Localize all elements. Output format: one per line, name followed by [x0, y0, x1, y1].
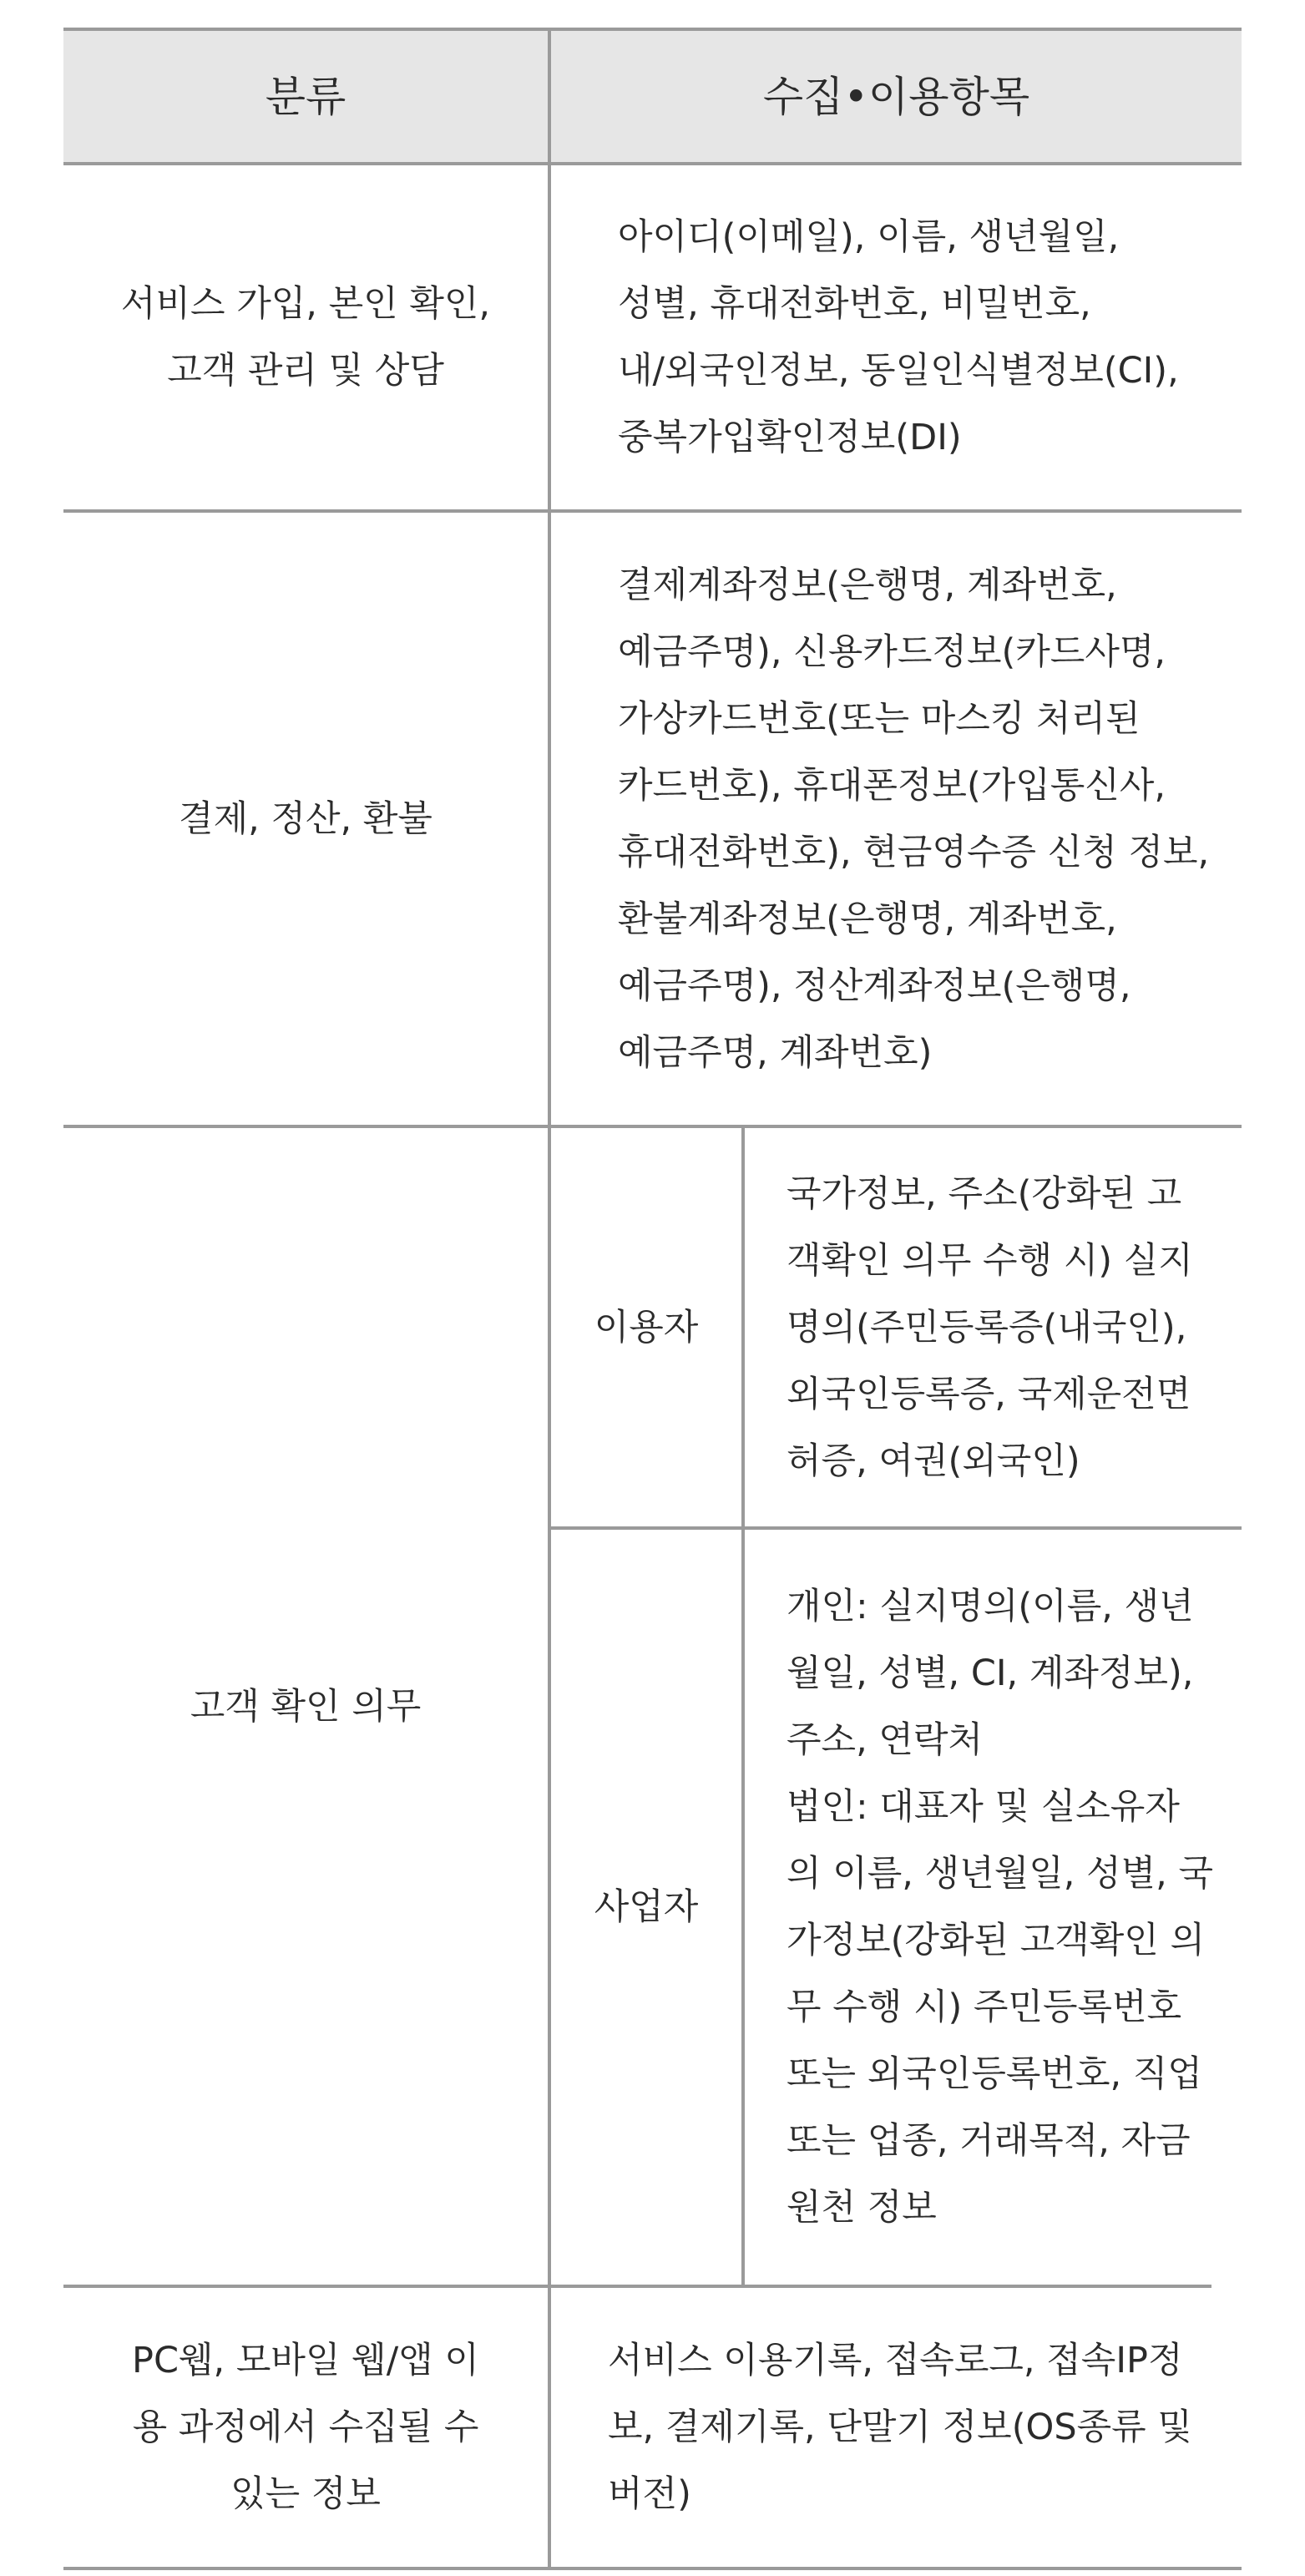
row-1-items: 아이디(이메일), 이름, 생년월일, 성별, 휴대전화번호, 비밀번호, 내/외국인정보, 동일인식별정보(CI), 중복가입확인정보(DI) — [618, 216, 1179, 458]
row-2-category: 결제, 정산, 환불 — [179, 797, 432, 840]
row-1-category: 서비스 가입, 본인 확인, 고객 관리 및 상담 — [120, 283, 491, 392]
row-3-category: 고객 확인 의무 — [190, 1685, 422, 1728]
header-items: 수집•이용항목 — [762, 72, 1030, 121]
row-3-subrow-1-items: 국가정보, 주소(강화된 고 객확인 의무 수행 시) 실지 명의(주민등록증(내국인), 외국인등록증, 국제운전면 허증, 여권(외국인) — [787, 1172, 1193, 1482]
row-2-items: 결제계좌정보(은행명, 계좌번호, 예금주명), 신용카드정보(카드사명, 가상카드번호(또는 마스킹 처리된 카드번호), 휴대폰정보(가입통신사, 휴대전화번호), 현금영수증 신청 정보, 환불계좌정보(은행명, 계좌번호, 예금주명), 정산계좌정보(은행명, 예금주명, 계좌번호) — [618, 564, 1210, 1074]
column-divider-sub — [741, 1125, 745, 2288]
row-4-items: 서비스 이용기록, 접속로그, 접속IP정 보, 결제기록, 단말기 정보(OS종류 및 버전) — [608, 2340, 1192, 2515]
row-4-category: PC웹, 모바일 웹/앱 이 용 과정에서 수집될 수 있는 정보 — [132, 2340, 479, 2515]
table-bottom-rule — [63, 2567, 1242, 2570]
row-3-subrow-2-items: 개인: 실지명의(이름, 생년 월일, 성별, CI, 계좌정보), 주소, 연락처 법인: 대표자 및 실소유자 의 이름, 생년월일, 성별, 국 가정보(강화된 고객확인 의 무 수행 시) 주민등록번호 또는 외국인등록번호, 직업 또는 업종, 거래목적, 자금 원천 정보 — [787, 1586, 1214, 2229]
row-3-subrow-2-subcategory: 사업자 — [594, 1886, 699, 1928]
row-3-subrow-1-subcategory: 이용자 — [594, 1306, 699, 1349]
header-category: 분류 — [265, 72, 346, 121]
